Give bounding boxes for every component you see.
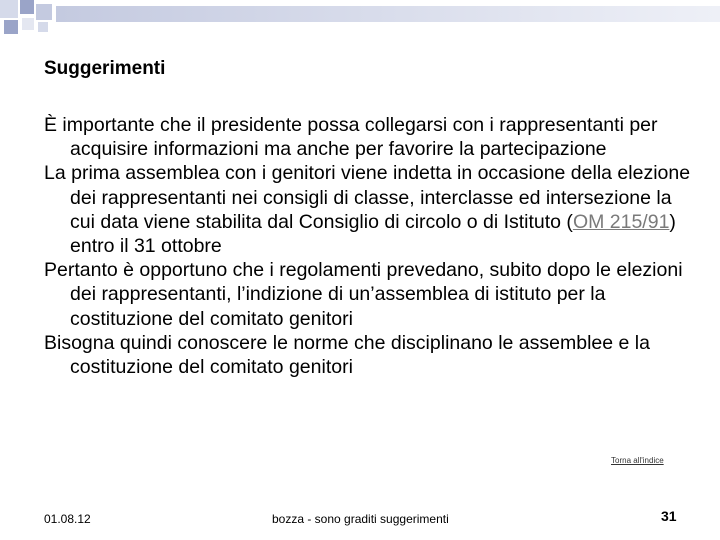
back-to-index-link[interactable]: Torna all'indice (611, 456, 664, 465)
footer-date: 01.08.12 (44, 512, 91, 526)
om-215-91-link[interactable]: OM 215/91 (572, 210, 670, 233)
paragraph-3: Pertanto è opportuno che i regolamenti prevedano, subito dopo le elezioni dei rappresentanti, l’indizione di un’assemblea di istituto per la costituzione del comitato genitori (44, 259, 683, 330)
paragraph-1: È importante che il presidente possa collegarsi con i rappresentanti per acquisire informazioni ma anche per favorire la partecipazione (44, 114, 658, 161)
decorative-header-band (0, 0, 720, 36)
page-number: 31 (661, 508, 677, 524)
paragraph-2-text-before: La prima assemblea con i genitori viene indetta in occasione della elezione dei rappresentanti nei consigli di classe, interclasse ed intersezione la cui data viene stabilita dal Consiglio di circolo o di Istituto ( (44, 162, 691, 233)
footer-center-text: bozza - sono graditi suggerimenti (272, 512, 449, 526)
slide-body (44, 113, 694, 379)
paragraph-2-text-after: ) entro il 31 ottobre (70, 210, 676, 258)
slide-title: Suggerimenti (44, 58, 166, 79)
paragraph-2 (44, 161, 694, 258)
paragraph-4: Bisogna quindi conoscere le norme che disciplinano le assemblee e la costituzione del comitato genitori (44, 331, 650, 379)
